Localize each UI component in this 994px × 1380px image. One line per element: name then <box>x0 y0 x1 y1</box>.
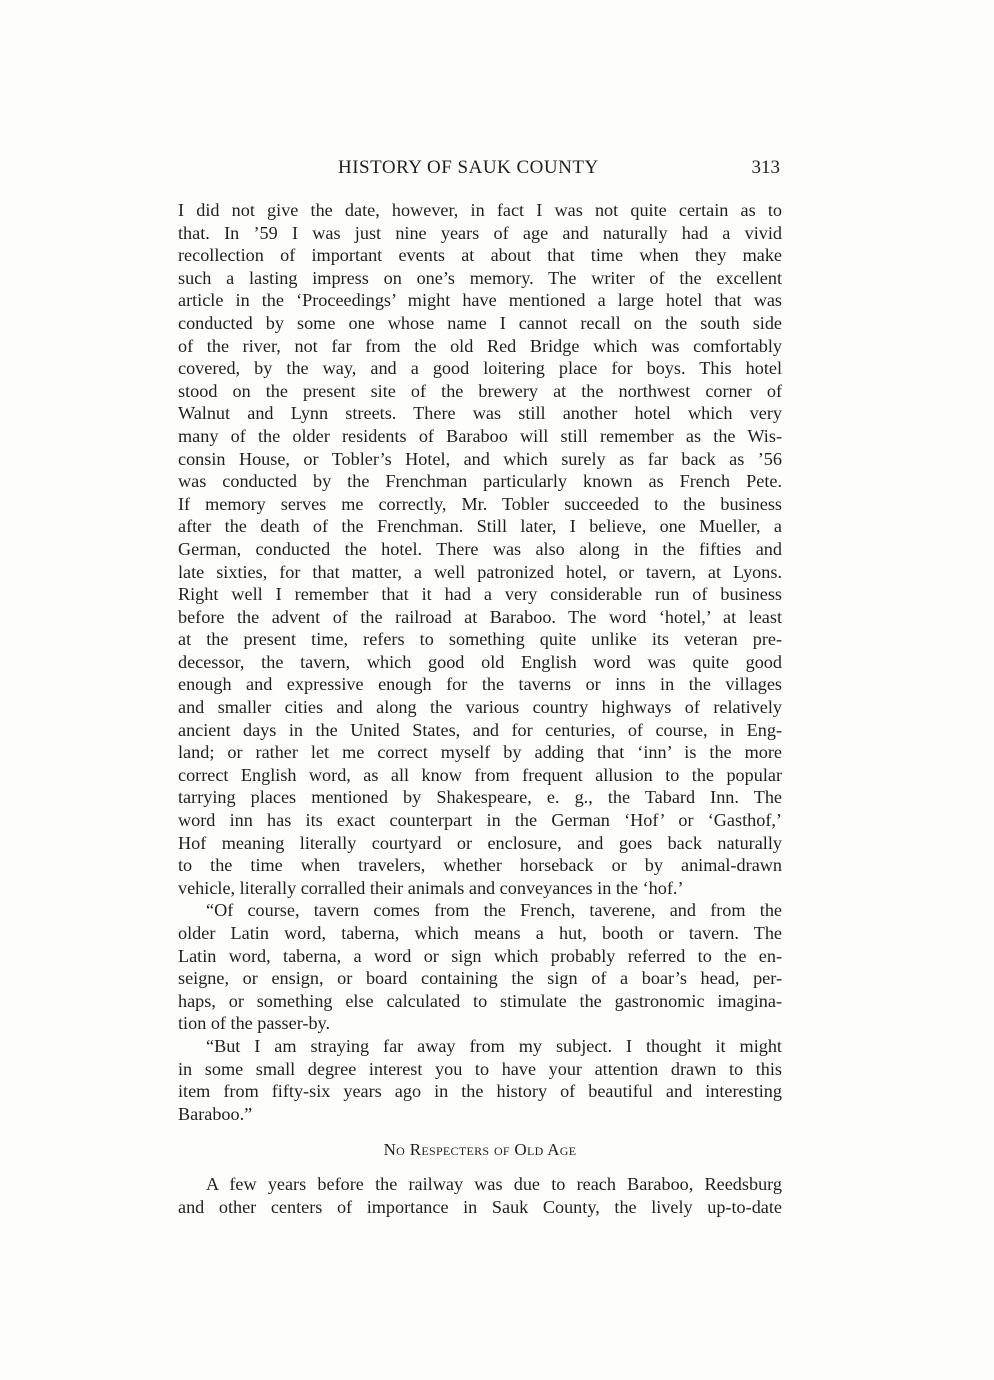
paragraph <box>178 899 782 1035</box>
text-line: at the present time, refers to something quite unlike its veteran pre- <box>178 629 782 650</box>
text-line: I did not give the date, however, in fact I was not quite certain as to <box>178 200 782 220</box>
text-line: in some small degree interest you to have your attention drawn to this <box>178 1058 782 1079</box>
text-line: and smaller cities and along the various country highways of relatively <box>178 697 782 718</box>
text-line: article in the ‘Proceedings’ might have mentioned a large hotel that was <box>178 290 782 311</box>
page-number: 313 <box>751 157 780 178</box>
text-line: item from fifty-six years ago in the history of beautiful and interesting <box>178 1081 782 1102</box>
text-line: recollection of important events at about that time when they make <box>178 245 782 266</box>
text-line: decessor, the tavern, which good old English word was quite good <box>178 651 782 672</box>
text-line: tion of the passer-by. <box>178 1013 330 1034</box>
text-line: covered, by the way, and a good loitering place for boys. This hotel <box>178 358 782 379</box>
text-line: consin House, or Tobler’s Hotel, and which surely as far back as ’56 <box>178 448 782 469</box>
text-line: Right well I remember that it had a very considerable run of business <box>178 584 782 605</box>
text-line: word inn has its exact counterpart in the German ‘Hof’ or ‘Gasthof,’ <box>178 810 782 831</box>
text-line: “But I am straying far away from my subject. I thought it might <box>206 1035 782 1056</box>
body-text <box>178 199 782 1219</box>
text-line: haps, or something else calculated to stimulate the gastronomic imagina- <box>178 990 782 1011</box>
text-line: older Latin word, taberna, which means a hut, booth or tavern. The <box>178 923 782 943</box>
spacer <box>178 1125 782 1139</box>
text-line: “Of course, tavern comes from the French, taverene, and from the <box>206 900 782 921</box>
text-line: many of the older residents of Baraboo will still remember as the Wis- <box>178 425 782 446</box>
text-line: conducted by some one whose name I cannot recall on the south side <box>178 312 782 333</box>
text-line: tarrying places mentioned by Shakespeare, e. g., the Tabard Inn. The <box>178 787 782 808</box>
text-line: of the river, not far from the old Red Bridge which was comfortably <box>178 335 782 356</box>
text-line: that. In ’59 I was just nine years of age and naturally had a vivid <box>178 222 782 243</box>
text-line: Walnut and Lynn streets. There was still another hotel which very <box>178 403 782 424</box>
text-line: stood on the present site of the brewery at the northwest corner of <box>178 380 782 401</box>
text-line: If memory serves me correctly, Mr. Tobler succeeded to the business <box>178 493 782 514</box>
text-line: ancient days in the United States, and for centuries, of course, in Eng- <box>178 719 782 740</box>
text-line: land; or rather let me correct myself by adding that ‘inn’ is the more <box>178 742 782 763</box>
text-line: was conducted by the Frenchman particularly known as French Pete. <box>178 471 782 492</box>
paragraph <box>178 199 782 899</box>
text-line: seigne, or ensign, or board containing the sign of a boar’s head, per- <box>178 968 782 989</box>
text-line: to the time when travelers, whether horseback or by animal-drawn <box>178 855 782 876</box>
text-line: after the death of the Frenchman. Still later, I believe, one Mueller, a <box>178 516 782 537</box>
text-line: late sixties, for that matter, a well patronized hotel, or tavern, at Lyons. <box>178 561 782 582</box>
text-line: such a lasting impress on one’s memory. The writer of the excellent <box>178 267 782 288</box>
section-heading: No Respecters of Old Age <box>383 1140 577 1160</box>
running-title: HISTORY OF SAUK COUNTY <box>338 157 599 178</box>
text-line: Hof meaning literally courtyard or enclosure, and goes back naturally <box>178 832 782 853</box>
paragraph <box>178 1035 782 1125</box>
text-line: and other centers of importance in Sauk County, the lively up-to-date <box>178 1196 782 1217</box>
text-line: A few years before the railway was due to reach Baraboo, Reedsburg <box>206 1174 782 1195</box>
text-line: vehicle, literally corralled their animals and conveyances in the ‘hof.’ <box>178 877 684 898</box>
spacer <box>178 1161 782 1173</box>
text-line: before the advent of the railroad at Baraboo. The word ‘hotel,’ at least <box>178 606 782 627</box>
text-line: correct English word, as all know from frequent allusion to the popular <box>178 764 782 785</box>
text-line: Baraboo.” <box>178 1103 253 1124</box>
running-head <box>178 157 782 183</box>
paragraph <box>178 1173 782 1218</box>
text-line: enough and expressive enough for the taverns or inns in the villages <box>178 674 782 695</box>
text-line: German, conducted the hotel. There was also along in the fifties and <box>178 538 782 559</box>
text-line: Latin word, taberna, a word or sign which probably referred to the en- <box>178 945 782 966</box>
